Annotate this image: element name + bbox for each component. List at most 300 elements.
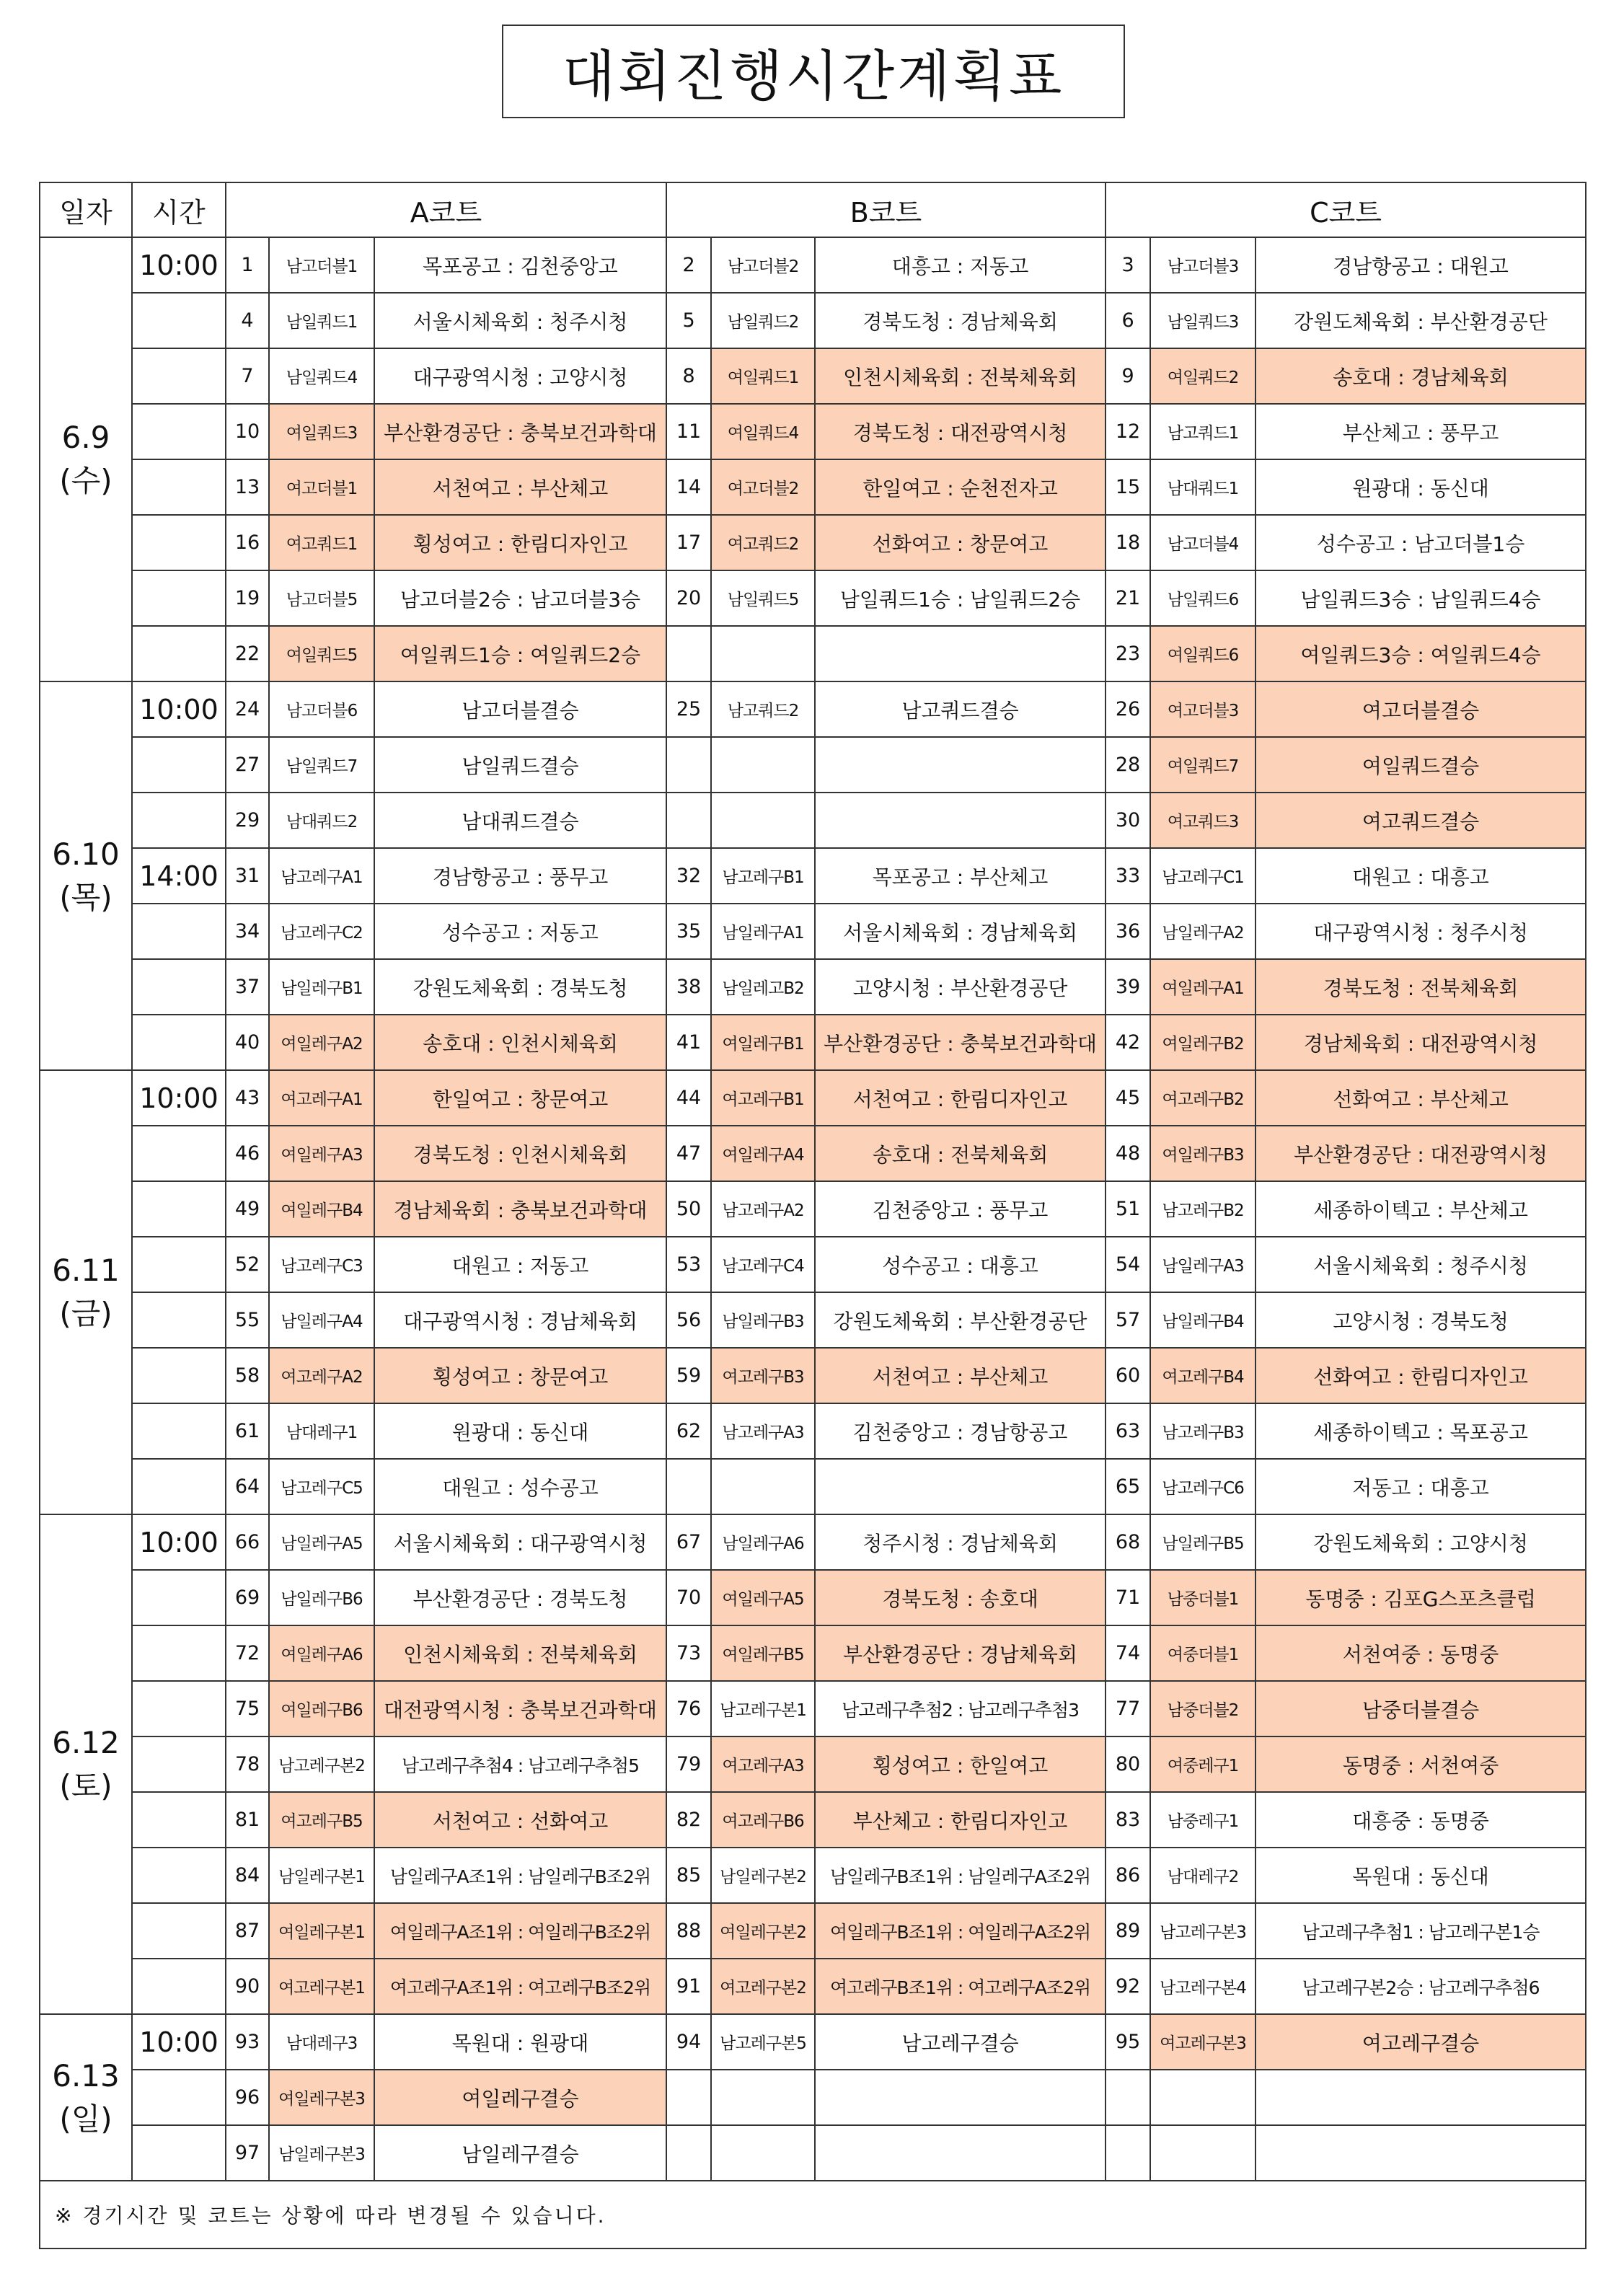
table-row [40, 570, 1586, 626]
court-b-match-group [711, 737, 815, 793]
court-a-match-teams: 서천여고 : 부산체고 [374, 459, 666, 515]
time-cell [132, 737, 226, 793]
court-b-match-teams: 경북도청 : 송호대 [815, 1570, 1106, 1625]
court-b-match-teams: 강원도체육회 : 부산환경공단 [815, 1292, 1106, 1348]
court-c-match-group: 여일레구B2 [1150, 1015, 1255, 1070]
court-a-match-number: 19 [226, 570, 269, 626]
court-a-match-number: 46 [226, 1126, 269, 1181]
court-a-match-teams: 송호대 : 인천시체육회 [374, 1015, 666, 1070]
time-cell [132, 1126, 226, 1181]
court-c-match-group: 남대레구2 [1150, 1848, 1255, 1903]
court-b-match-number: 94 [666, 2014, 711, 2070]
court-c-match-group: 여고레구본3 [1150, 2014, 1255, 2070]
court-c-match-teams: 세종하이텍고 : 목포공고 [1255, 1403, 1586, 1459]
weekday-label: (금) [59, 1296, 112, 1331]
court-a-match-number: 90 [226, 1959, 269, 2014]
court-b-match-group: 남고레구C4 [711, 1237, 815, 1292]
court-a-match-group: 여고쿼드1 [269, 515, 374, 570]
court-c-match-group: 남고레구B2 [1150, 1181, 1255, 1237]
table-row [40, 237, 1586, 293]
court-b-match-number: 59 [666, 1348, 711, 1403]
court-b-match-group: 여고쿼드2 [711, 515, 815, 570]
header-court-c: C코트 [1106, 182, 1586, 237]
court-a-match-group: 남고레구C3 [269, 1237, 374, 1292]
court-b-match-teams: 경북도청 : 경남체육회 [815, 293, 1106, 348]
court-a-match-group: 여일레구B6 [269, 1681, 374, 1736]
court-a-match-teams: 부산환경공단 : 경북도청 [374, 1570, 666, 1625]
time-cell [132, 1015, 226, 1070]
court-c-match-group: 남일레구B5 [1150, 1514, 1255, 1570]
court-a-match-group: 남일레구A4 [269, 1292, 374, 1348]
table-row [40, 1625, 1586, 1681]
header-row [40, 182, 1586, 237]
court-a-match-number: 27 [226, 737, 269, 793]
time-cell [132, 1959, 226, 2014]
court-c-match-teams: 세종하이텍고 : 부산체고 [1255, 1181, 1586, 1237]
court-b-match-number [666, 2070, 711, 2125]
court-b-match-group: 여고더블2 [711, 459, 815, 515]
court-b-match-group: 여일레구A5 [711, 1570, 815, 1625]
court-b-match-teams: 서천여고 : 한림디자인고 [815, 1070, 1106, 1126]
court-c-match-teams: 여일쿼드3승 : 여일쿼드4승 [1255, 626, 1586, 681]
court-c-match-number: 12 [1106, 404, 1150, 459]
court-c-match-teams: 원광대 : 동신대 [1255, 459, 1586, 515]
court-c-match-teams: 선화여고 : 부산체고 [1255, 1070, 1586, 1126]
court-b-match-group: 남일레구A6 [711, 1514, 815, 1570]
time-cell: 10:00 [132, 681, 226, 737]
court-a-match-group: 남일레구B1 [269, 959, 374, 1015]
court-c-match-teams: 남일쿼드3승 : 남일쿼드4승 [1255, 570, 1586, 626]
weekday-label: (수) [59, 463, 112, 498]
footnote-row [40, 2181, 1586, 2249]
time-cell [132, 293, 226, 348]
court-c-match-number: 39 [1106, 959, 1150, 1015]
court-a-match-number: 97 [226, 2125, 269, 2181]
court-b-match-teams: 목포공고 : 부산체고 [815, 848, 1106, 904]
court-c-match-number: 68 [1106, 1514, 1150, 1570]
court-c-match-group: 남일레구B4 [1150, 1292, 1255, 1348]
court-b-match-number: 25 [666, 681, 711, 737]
court-a-match-group: 남고레구C2 [269, 904, 374, 959]
time-cell [132, 459, 226, 515]
court-a-match-group: 남일쿼드1 [269, 293, 374, 348]
court-a-match-teams: 경남항공고 : 풍무고 [374, 848, 666, 904]
court-c-match-teams: 경남항공고 : 대원고 [1255, 237, 1586, 293]
court-c-match-number [1106, 2125, 1150, 2181]
court-a-match-number: 84 [226, 1848, 269, 1903]
court-c-match-group: 남고레구C6 [1150, 1459, 1255, 1514]
time-cell [132, 2125, 226, 2181]
court-a-match-teams: 원광대 : 동신대 [374, 1403, 666, 1459]
court-c-match-number: 26 [1106, 681, 1150, 737]
date-label: 6.12 [52, 1724, 120, 1760]
court-a-match-teams: 여일레구결승 [374, 2070, 666, 2125]
court-c-match-number: 9 [1106, 348, 1150, 404]
header-date: 일자 [40, 182, 132, 237]
court-c-match-group: 남일레구A3 [1150, 1237, 1255, 1292]
table-row [40, 1348, 1586, 1403]
court-a-match-number: 1 [226, 237, 269, 293]
time-cell: 10:00 [132, 1514, 226, 1570]
date-cell [40, 1514, 132, 2014]
court-a-match-group: 남고레구A1 [269, 848, 374, 904]
time-cell [132, 1736, 226, 1792]
court-c-match-number: 45 [1106, 1070, 1150, 1126]
court-a-match-number: 52 [226, 1237, 269, 1292]
court-c-match-number: 80 [1106, 1736, 1150, 1792]
court-b-match-teams: 횡성여고 : 한일여고 [815, 1736, 1106, 1792]
court-a-match-number: 61 [226, 1403, 269, 1459]
court-a-match-group: 남일레구본3 [269, 2125, 374, 2181]
table-row [40, 1292, 1586, 1348]
court-a-match-number: 13 [226, 459, 269, 515]
weekday-label: (목) [59, 879, 112, 915]
court-a-match-number: 69 [226, 1570, 269, 1625]
court-a-match-number: 87 [226, 1903, 269, 1959]
court-b-match-group: 남고더블2 [711, 237, 815, 293]
court-c-match-group: 남일쿼드3 [1150, 293, 1255, 348]
court-b-match-group: 여일쿼드4 [711, 404, 815, 459]
table-row [40, 1570, 1586, 1625]
court-a-match-number: 49 [226, 1181, 269, 1237]
time-cell [132, 626, 226, 681]
court-c-match-number: 63 [1106, 1403, 1150, 1459]
court-a-match-teams: 한일여고 : 창문여고 [374, 1070, 666, 1126]
court-a-match-number: 40 [226, 1015, 269, 1070]
table-row [40, 904, 1586, 959]
court-b-match-teams [815, 737, 1106, 793]
court-a-match-teams: 대구광역시청 : 고양시청 [374, 348, 666, 404]
court-c-match-group: 남중더블2 [1150, 1681, 1255, 1736]
court-a-match-teams: 횡성여고 : 한림디자인고 [374, 515, 666, 570]
court-c-match-teams: 남고레구본2승 : 남고레구추첨6 [1255, 1959, 1586, 2014]
table-row [40, 1792, 1586, 1848]
court-c-match-group: 남고더블4 [1150, 515, 1255, 570]
court-a-match-group: 여일쿼드5 [269, 626, 374, 681]
court-a-match-group: 남대쿼드2 [269, 793, 374, 848]
court-b-match-number: 38 [666, 959, 711, 1015]
date-cell [40, 1070, 132, 1514]
table-row [40, 348, 1586, 404]
court-b-match-teams: 부산환경공단 : 충북보건과학대 [815, 1015, 1106, 1070]
date-label: 6.9 [61, 420, 110, 455]
court-c-match-teams: 강원도체육회 : 고양시청 [1255, 1514, 1586, 1570]
court-a-match-teams: 경북도청 : 인천시체육회 [374, 1126, 666, 1181]
court-a-match-number: 66 [226, 1514, 269, 1570]
court-a-match-teams: 대전광역시청 : 충북보건과학대 [374, 1681, 666, 1736]
court-c-match-group: 남고더블3 [1150, 237, 1255, 293]
table-row [40, 1959, 1586, 2014]
court-b-match-teams [815, 2070, 1106, 2125]
court-c-match-number: 57 [1106, 1292, 1150, 1348]
court-a-match-group: 남일쿼드7 [269, 737, 374, 793]
court-b-match-number [666, 2125, 711, 2181]
header-time: 시간 [132, 182, 226, 237]
time-cell [132, 1792, 226, 1848]
court-c-match-group: 여일레구A1 [1150, 959, 1255, 1015]
court-c-match-teams: 여고레구결승 [1255, 2014, 1586, 2070]
court-b-match-number [666, 1459, 711, 1514]
court-c-match-group: 남일쿼드6 [1150, 570, 1255, 626]
court-a-match-group: 여고레구A1 [269, 1070, 374, 1126]
weekday-label: (토) [59, 1768, 112, 1804]
court-a-match-teams: 남고더블2승 : 남고더블3승 [374, 570, 666, 626]
court-a-match-number: 72 [226, 1625, 269, 1681]
court-a-match-number: 64 [226, 1459, 269, 1514]
table-row [40, 293, 1586, 348]
court-c-match-number: 89 [1106, 1903, 1150, 1959]
court-b-match-teams: 송호대 : 전북체육회 [815, 1126, 1106, 1181]
court-c-match-group: 남고레구본4 [1150, 1959, 1255, 2014]
table-row [40, 848, 1586, 904]
page-title: 대회진행시간계획표 [502, 25, 1125, 118]
court-c-match-teams: 대구광역시청 : 청주시청 [1255, 904, 1586, 959]
court-c-match-teams: 남고레구추첨1 : 남고레구본1승 [1255, 1903, 1586, 1959]
court-b-match-group: 남일레구A1 [711, 904, 815, 959]
court-b-match-number: 20 [666, 570, 711, 626]
court-c-match-teams: 강원도체육회 : 부산환경공단 [1255, 293, 1586, 348]
table-row [40, 404, 1586, 459]
court-c-match-number: 60 [1106, 1348, 1150, 1403]
court-a-match-number: 29 [226, 793, 269, 848]
court-b-match-group: 남고레구본1 [711, 1681, 815, 1736]
date-label: 6.13 [52, 2057, 120, 2093]
weekday-label: (일) [59, 2101, 112, 2137]
court-b-match-number: 76 [666, 1681, 711, 1736]
court-b-match-teams: 남고레구추첨2 : 남고레구추첨3 [815, 1681, 1106, 1736]
court-c-match-teams: 목원대 : 동신대 [1255, 1848, 1586, 1903]
table-row [40, 681, 1586, 737]
court-c-match-teams: 송호대 : 경남체육회 [1255, 348, 1586, 404]
court-b-match-group: 남고레구본5 [711, 2014, 815, 2070]
court-c-match-number: 21 [1106, 570, 1150, 626]
court-c-match-teams: 서울시체육회 : 청주시청 [1255, 1237, 1586, 1292]
table-row [40, 1126, 1586, 1181]
court-b-match-number: 35 [666, 904, 711, 959]
court-a-match-teams: 대원고 : 저동고 [374, 1237, 666, 1292]
court-c-match-group: 남중레구1 [1150, 1792, 1255, 1848]
court-c-match-number: 51 [1106, 1181, 1150, 1237]
table-row [40, 1681, 1586, 1736]
court-b-match-group: 남일쿼드2 [711, 293, 815, 348]
time-cell [132, 1459, 226, 1514]
court-b-match-group: 여고레구A3 [711, 1736, 815, 1792]
table-row [40, 737, 1586, 793]
court-c-match-teams: 선화여고 : 한림디자인고 [1255, 1348, 1586, 1403]
court-c-match-group: 남고레구C1 [1150, 848, 1255, 904]
court-c-match-number: 42 [1106, 1015, 1150, 1070]
time-cell [132, 1237, 226, 1292]
court-b-match-number: 11 [666, 404, 711, 459]
court-b-match-teams: 남고쿼드결승 [815, 681, 1106, 737]
time-cell [132, 2070, 226, 2125]
time-cell [132, 1570, 226, 1625]
table-row [40, 1403, 1586, 1459]
court-a-match-number: 75 [226, 1681, 269, 1736]
court-b-match-group: 여일레구본2 [711, 1903, 815, 1959]
court-c-match-group: 남고레구본3 [1150, 1903, 1255, 1959]
table-row [40, 1015, 1586, 1070]
court-c-match-group: 남중더블1 [1150, 1570, 1255, 1625]
time-cell [132, 1681, 226, 1736]
court-a-match-teams: 남고레구추첨4 : 남고레구추첨5 [374, 1736, 666, 1792]
court-c-match-number: 86 [1106, 1848, 1150, 1903]
court-c-match-group [1150, 2125, 1255, 2181]
court-b-match-teams: 김천중앙고 : 풍무고 [815, 1181, 1106, 1237]
time-cell: 10:00 [132, 2014, 226, 2070]
court-c-match-number: 65 [1106, 1459, 1150, 1514]
court-b-match-group: 여일레구B1 [711, 1015, 815, 1070]
court-a-match-number: 96 [226, 2070, 269, 2125]
court-a-match-teams: 부산환경공단 : 충북보건과학대 [374, 404, 666, 459]
court-a-match-number: 37 [226, 959, 269, 1015]
court-c-match-number: 23 [1106, 626, 1150, 681]
table-row [40, 2014, 1586, 2070]
court-a-match-teams: 여고레구A조1위 : 여고레구B조2위 [374, 1959, 666, 2014]
time-cell [132, 1403, 226, 1459]
court-a-match-group: 남일쿼드4 [269, 348, 374, 404]
court-b-match-teams [815, 2125, 1106, 2181]
time-cell [132, 515, 226, 570]
court-a-match-group: 여일레구본3 [269, 2070, 374, 2125]
court-a-match-teams: 경남체육회 : 충북보건과학대 [374, 1181, 666, 1237]
date-cell [40, 681, 132, 1070]
court-c-match-group: 여고레구B2 [1150, 1070, 1255, 1126]
court-a-match-number: 22 [226, 626, 269, 681]
court-b-match-number [666, 626, 711, 681]
court-b-match-number: 70 [666, 1570, 711, 1625]
court-a-match-teams: 여일레구A조1위 : 여일레구B조2위 [374, 1903, 666, 1959]
court-c-match-number: 83 [1106, 1792, 1150, 1848]
court-b-match-number: 79 [666, 1736, 711, 1792]
date-label: 6.11 [52, 1253, 120, 1288]
court-a-match-teams: 남일레구A조1위 : 남일레구B조2위 [374, 1848, 666, 1903]
court-b-match-number: 85 [666, 1848, 711, 1903]
time-cell [132, 1625, 226, 1681]
court-a-match-group: 남일레구본1 [269, 1848, 374, 1903]
court-a-match-group: 남대레구3 [269, 2014, 374, 2070]
court-a-match-group: 여일레구B4 [269, 1181, 374, 1237]
time-cell: 10:00 [132, 237, 226, 293]
court-a-match-teams: 서울시체육회 : 청주시청 [374, 293, 666, 348]
court-a-match-group: 여일레구본1 [269, 1903, 374, 1959]
time-cell [132, 904, 226, 959]
court-b-match-teams: 고양시청 : 부산환경공단 [815, 959, 1106, 1015]
court-b-match-number [666, 737, 711, 793]
table-row [40, 1459, 1586, 1514]
court-a-match-number: 55 [226, 1292, 269, 1348]
court-a-match-teams: 남대쿼드결승 [374, 793, 666, 848]
court-b-match-number: 41 [666, 1015, 711, 1070]
court-c-match-group: 여중레구1 [1150, 1736, 1255, 1792]
header-court-b: B코트 [666, 182, 1106, 237]
court-c-match-group: 남대쿼드1 [1150, 459, 1255, 515]
date-cell [40, 2014, 132, 2181]
court-b-match-number: 8 [666, 348, 711, 404]
court-b-match-teams: 남일쿼드1승 : 남일쿼드2승 [815, 570, 1106, 626]
time-cell [132, 959, 226, 1015]
court-b-match-teams: 대흥고 : 저동고 [815, 237, 1106, 293]
court-c-match-teams: 동명중 : 김포G스포츠클럽 [1255, 1570, 1586, 1625]
court-b-match-group: 남고레구A2 [711, 1181, 815, 1237]
court-a-match-group: 여일레구A6 [269, 1625, 374, 1681]
court-a-match-teams: 서천여고 : 선화여고 [374, 1792, 666, 1848]
court-b-match-teams: 성수공고 : 대흥고 [815, 1237, 1106, 1292]
court-b-match-group: 여일쿼드1 [711, 348, 815, 404]
court-a-match-group: 여고레구A2 [269, 1348, 374, 1403]
court-c-match-group: 남고쿼드1 [1150, 404, 1255, 459]
court-a-match-number: 16 [226, 515, 269, 570]
court-a-match-number: 4 [226, 293, 269, 348]
court-a-match-group: 여고레구B5 [269, 1792, 374, 1848]
court-b-match-group: 남고레구B1 [711, 848, 815, 904]
time-cell [132, 348, 226, 404]
court-b-match-teams: 선화여고 : 창문여고 [815, 515, 1106, 570]
court-c-match-group: 여일쿼드7 [1150, 737, 1255, 793]
court-c-match-number: 28 [1106, 737, 1150, 793]
table-row [40, 1848, 1586, 1903]
court-b-match-teams: 경북도청 : 대전광역시청 [815, 404, 1106, 459]
court-c-match-number: 3 [1106, 237, 1150, 293]
court-a-match-number: 93 [226, 2014, 269, 2070]
court-a-match-teams: 대구광역시청 : 경남체육회 [374, 1292, 666, 1348]
court-b-match-teams: 한일여고 : 순천전자고 [815, 459, 1106, 515]
court-b-match-group: 남일레고B2 [711, 959, 815, 1015]
court-a-match-group: 남일레구A5 [269, 1514, 374, 1570]
court-b-match-teams [815, 793, 1106, 848]
court-c-match-number: 77 [1106, 1681, 1150, 1736]
footnote: ※ 경기시간 및 코트는 상황에 따라 변경될 수 있습니다. [40, 2181, 1586, 2249]
court-a-match-group: 남고더블1 [269, 237, 374, 293]
court-c-match-number: 54 [1106, 1237, 1150, 1292]
court-a-match-teams: 목원대 : 원광대 [374, 2014, 666, 2070]
time-cell [132, 1292, 226, 1348]
court-a-match-teams: 서울시체육회 : 대구광역시청 [374, 1514, 666, 1570]
court-c-match-group: 여중더블1 [1150, 1625, 1255, 1681]
court-a-match-teams: 성수공고 : 저동고 [374, 904, 666, 959]
court-a-match-teams: 여일쿼드1승 : 여일쿼드2승 [374, 626, 666, 681]
court-b-match-number: 73 [666, 1625, 711, 1681]
court-b-match-group: 남고레구A3 [711, 1403, 815, 1459]
court-b-match-teams: 여고레구B조1위 : 여고레구A조2위 [815, 1959, 1106, 2014]
court-c-match-number: 74 [1106, 1625, 1150, 1681]
court-a-match-teams: 대원고 : 성수공고 [374, 1459, 666, 1514]
court-b-match-number: 91 [666, 1959, 711, 2014]
court-b-match-number: 82 [666, 1792, 711, 1848]
court-b-match-number: 88 [666, 1903, 711, 1959]
court-a-match-teams: 남고더블결승 [374, 681, 666, 737]
court-c-match-number: 30 [1106, 793, 1150, 848]
table-row [40, 515, 1586, 570]
court-a-match-number: 7 [226, 348, 269, 404]
court-a-match-number: 58 [226, 1348, 269, 1403]
court-c-match-teams: 남중더블결승 [1255, 1681, 1586, 1736]
court-c-match-number: 95 [1106, 2014, 1150, 2070]
court-a-match-teams: 남일레구결승 [374, 2125, 666, 2181]
court-a-match-number: 78 [226, 1736, 269, 1792]
court-c-match-group: 남고레구B3 [1150, 1403, 1255, 1459]
court-b-match-number: 56 [666, 1292, 711, 1348]
time-cell [132, 404, 226, 459]
court-a-match-number: 43 [226, 1070, 269, 1126]
court-b-match-number: 5 [666, 293, 711, 348]
court-b-match-group: 여일레구B5 [711, 1625, 815, 1681]
court-b-match-number: 62 [666, 1403, 711, 1459]
court-c-match-group: 여고쿼드3 [1150, 793, 1255, 848]
court-c-match-group: 여일레구B3 [1150, 1126, 1255, 1181]
court-b-match-number [666, 793, 711, 848]
court-b-match-group: 여일레구A4 [711, 1126, 815, 1181]
